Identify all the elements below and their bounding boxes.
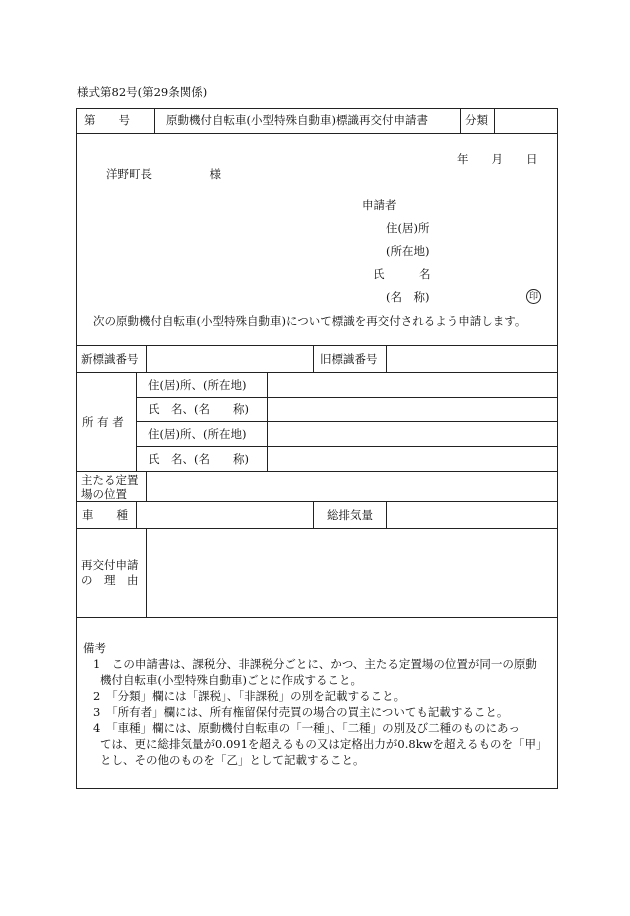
- new-plate-label: 新標識番号: [81, 352, 139, 366]
- owner-address-label: 住(居)所、(所在地): [148, 427, 247, 441]
- note-line: 4 「車種」欄には、原動機付自転車の「一種」、「二種」の別及び二種のものにあっ: [93, 721, 520, 735]
- displacement-label: 総排気量: [327, 508, 373, 522]
- date-line: 年 月 日: [457, 152, 538, 166]
- note-line: ては、更に総排気量が0.091を超えるもの又は定格出力が0.8kwを超えるものを「甲」: [100, 737, 548, 751]
- note-line: 3 「所有者」欄には、所有権留保付売買の場合の買主についても記載すること。: [93, 705, 509, 719]
- new-plate-field[interactable]: [150, 350, 308, 368]
- old-plate-label: 旧標識番号: [320, 352, 378, 366]
- seal-icon: 印: [526, 289, 541, 304]
- owner-address-label: 住(居)所、(所在地): [148, 378, 247, 392]
- form-title: 原動機付自転車(小型特殊自動車)標識再交付申請書: [166, 113, 428, 127]
- owner-address-field[interactable]: [271, 425, 553, 443]
- applicant-address-label: 住(居)所: [386, 221, 430, 235]
- statement: 次の原動機付自転車(小型特殊自動車)について標識を再交付されるよう申請します。: [93, 314, 527, 328]
- applicant-name-label: 氏 名: [373, 267, 431, 281]
- note-line: 1 この申請書は、課税分、非課税分ごとに、かつ、主たる定置場の位置が同一の原動: [93, 657, 537, 671]
- category-label: 分類: [465, 113, 488, 127]
- vehicle-type-field[interactable]: [140, 506, 308, 524]
- owner-label: 所 有 者: [82, 415, 124, 429]
- category-field[interactable]: [497, 113, 555, 129]
- storage-location-label: 場の位置: [81, 487, 127, 501]
- owner-name-field[interactable]: [271, 450, 553, 468]
- storage-location-label: 主たる定置: [81, 473, 139, 487]
- reissue-reason-label: 再交付申請: [81, 558, 139, 572]
- owner-address-field[interactable]: [271, 376, 553, 394]
- note-line: 2 「分類」欄には「課税」、「非課税」の別を記載すること。: [93, 689, 406, 703]
- owner-name-field[interactable]: [271, 400, 553, 418]
- addressee: 洋野町長 様: [106, 167, 221, 181]
- displacement-field[interactable]: [390, 506, 552, 524]
- reissue-reason-field[interactable]: [150, 534, 552, 612]
- notes-heading: 備考: [83, 641, 106, 655]
- applicant-org-name-label: (名 称): [386, 290, 430, 304]
- note-line: とし、その他のものを「乙」として記載すること。: [100, 753, 365, 767]
- form-number: 様式第82号(第29条関係): [77, 85, 208, 99]
- owner-name-label: 氏 名、(名 称): [148, 452, 249, 466]
- note-line: 機付自転車(小型特殊自動車)ごとに作成すること。: [100, 673, 362, 687]
- owner-name-label: 氏 名、(名 称): [148, 402, 249, 416]
- applicant-location-label: (所在地): [386, 244, 430, 258]
- header-divider: [76, 133, 558, 134]
- applicant-label: 申請者: [362, 198, 397, 212]
- vehicle-type-label: 車 種: [82, 508, 128, 522]
- reissue-reason-label: の 理 由: [81, 573, 139, 587]
- old-plate-field[interactable]: [390, 350, 552, 368]
- number-label: 第 号: [84, 113, 130, 127]
- storage-location-field[interactable]: [150, 476, 552, 496]
